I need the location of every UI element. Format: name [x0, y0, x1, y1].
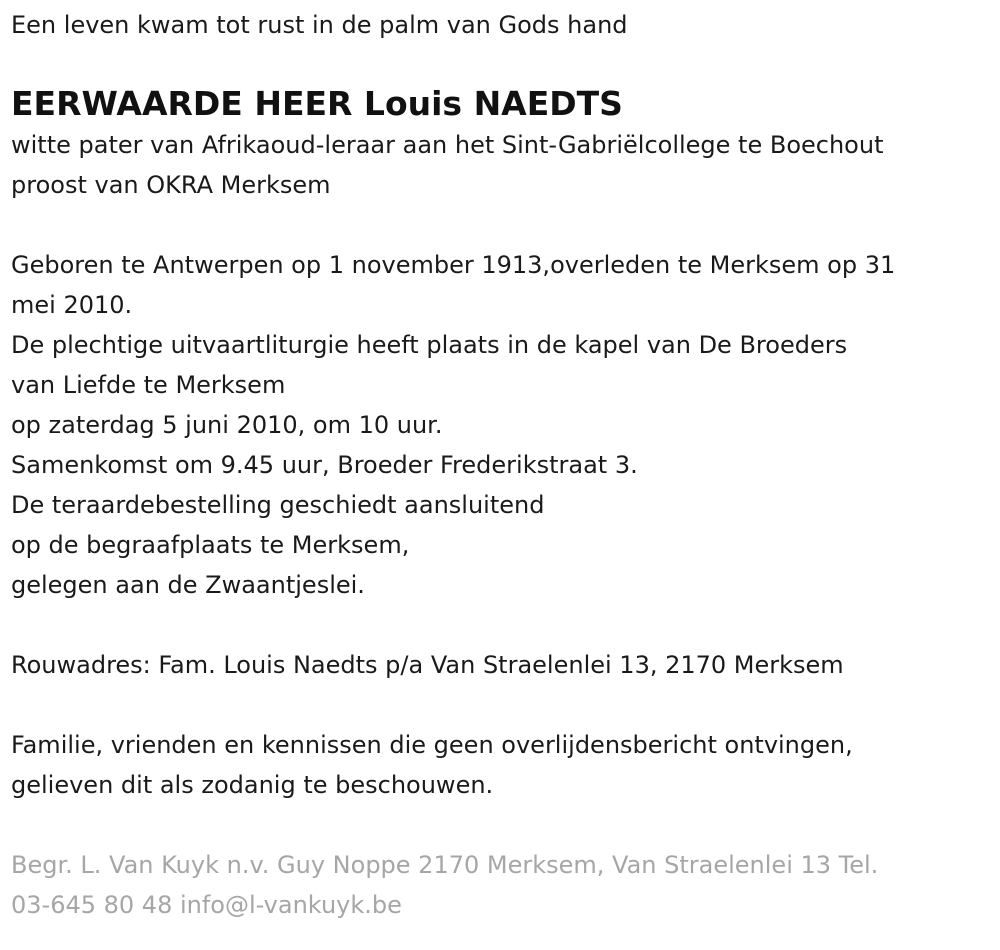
notice-line: Familie, vrienden en kennissen die geen overlijdensbericht ontvingen, — [11, 731, 853, 759]
intro-text: Een leven kwam tot rust in de palm van Gods hand — [11, 11, 628, 39]
spacer — [11, 605, 991, 645]
detail-line: op zaterdag 5 juni 2010, om 10 uur. — [11, 411, 443, 439]
detail-line: op de begraafplaats te Merksem, — [11, 531, 410, 559]
detail-line: van Liefde te Merksem — [11, 371, 286, 399]
role-line: witte pater van Afrikaoud-leraar aan het Sint-Gabriëlcollege te Boechout — [11, 131, 884, 159]
spacer — [11, 805, 991, 845]
spacer — [11, 205, 991, 245]
detail-line: Samenkomst om 9.45 uur, Broeder Frederikstraat 3. — [11, 451, 638, 479]
notice-line: gelieven dit als zodanig te beschouwen. — [11, 771, 494, 799]
detail-line: De teraardebestelling geschiedt aansluitend — [11, 491, 545, 519]
detail-line: De plechtige uitvaartliturgie heeft plaats in de kapel van De Broeders — [11, 331, 848, 359]
deceased-name: EERWAARDE HEER Louis NAEDTS — [11, 84, 623, 123]
detail-line: mei 2010. — [11, 291, 133, 319]
obituary-notice — [11, 0, 991, 925]
funeral-home-footer: 03-645 80 48 info@l-vankuyk.be — [11, 891, 402, 919]
spacer — [11, 685, 991, 725]
role-line: proost van OKRA Merksem — [11, 171, 331, 199]
mourning-address: Rouwadres: Fam. Louis Naedts p/a Van Straelenlei 13, 2170 Merksem — [11, 651, 844, 679]
funeral-home-footer: Begr. L. Van Kuyk n.v. Guy Noppe 2170 Merksem, Van Straelenlei 13 Tel. — [11, 851, 879, 879]
detail-line: gelegen aan de Zwaantjeslei. — [11, 571, 365, 599]
detail-line: Geboren te Antwerpen op 1 november 1913,overleden te Merksem op 31 — [11, 251, 896, 279]
